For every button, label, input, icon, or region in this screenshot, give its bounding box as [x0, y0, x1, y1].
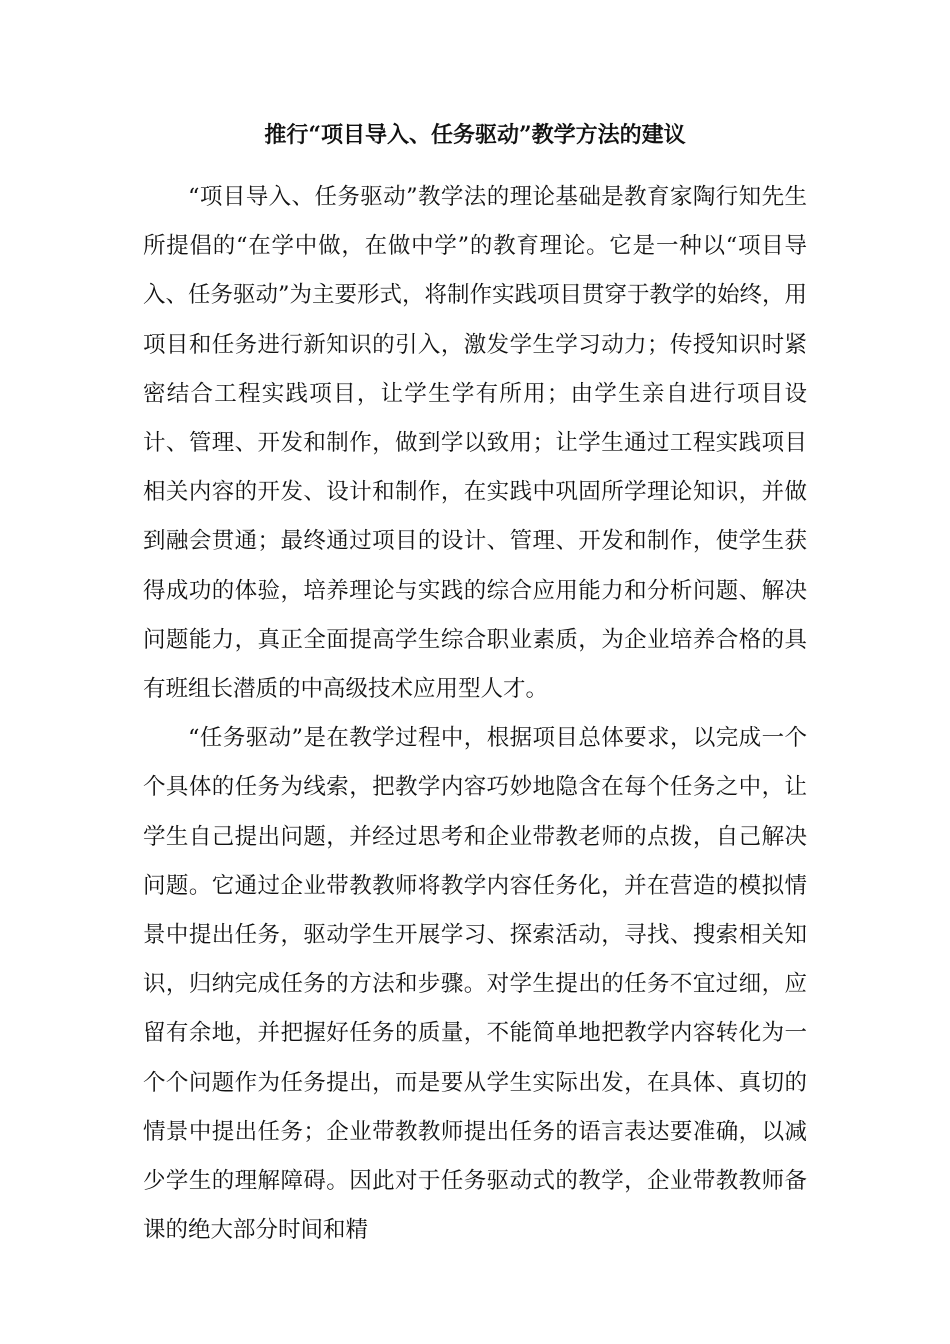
- document-body: [143, 173, 807, 1255]
- paragraph-1: “项目导入、任务驱动”教学法的理论基础是教育家陶行知先生所提倡的“在学中做，在做中学”的教育理论。它是一种以“项目导入、任务驱动”为主要形式，将制作实践项目贯穿于教学的始终，用项目和任务进行新知识的引入，激发学生学习动力；传授知识时紧密结合工程实践项目，让学生学有所用；由学生亲自进行项目设计、管理、开发和制作，做到学以致用；让学生通过工程实践项目相关内容的开发、设计和制作，在实践中巩固所学理论知识，并做到融会贯通；最终通过项目的设计、管理、开发和制作，使学生获得成功的体验，培养理论与实践的综合应用能力和分析问题、解决问题能力，真正全面提高学生综合职业素质，为企业培养合格的具有班组长潜质的中高级技术应用型人才。: [143, 184, 808, 703]
- paragraph-2: “任务驱动”是在教学过程中，根据项目总体要求，以完成一个个具体的任务为线索，把教学内容巧妙地隐含在每个任务之中，让学生自己提出问题，并经过思考和企业带教老师的点拨，自己解决问题。它通过企业带教教师将教学内容任务化，并在营造的模拟情景中提出任务，驱动学生开展学习、探索活动，寻找、搜索相关知识，归纳完成任务的方法和步骤。对学生提出的任务不宜过细，应留有余地，并把握好任务的质量，不能简单地把教学内容转化为一个个问题作为任务提出，而是要从学生实际出发，在具体、真切的情景中提出任务；企业带教教师提出任务的语言表达要准确，以减少学生的理解障碍。因此对于任务驱动式的教学，企业带教教师备课的绝大部分时间和精: [143, 725, 807, 1244]
- document-title: 推行“项目导入、任务驱动”教学方法的建议: [264, 122, 686, 148]
